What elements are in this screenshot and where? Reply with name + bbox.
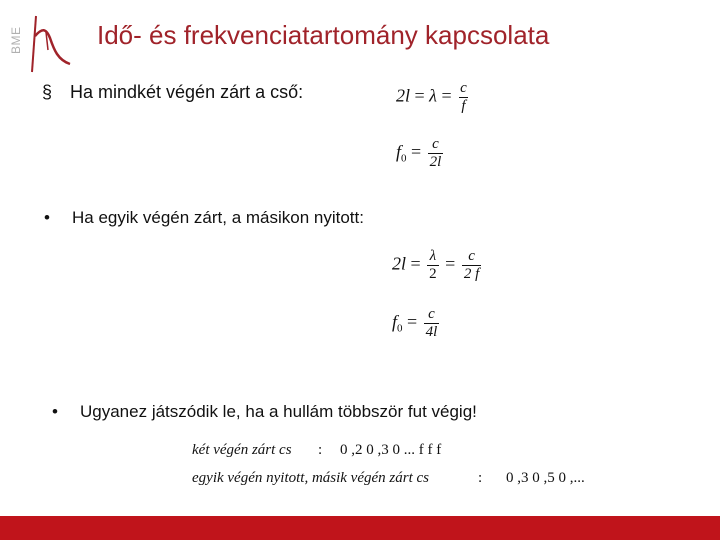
page-title: Idő- és frekvenciatartomány kapcsolata xyxy=(97,20,550,50)
bullet-text: Ugyanez játszódik le, ha a hullám többször fut végig! xyxy=(80,402,477,421)
bullet-text: Ha mindkét végén zárt a cső: xyxy=(70,82,304,102)
footer-bar xyxy=(0,516,720,540)
bullet-multiple-reflections xyxy=(52,402,477,422)
bullet-marker: § xyxy=(42,82,53,102)
bme-logo-icon xyxy=(8,10,78,76)
harmonics-closed-row xyxy=(192,442,622,462)
harmonics-closed-label: két végén zárt cs xyxy=(192,442,292,458)
harmonics-closed-sequence: 0 ,2 0 ,3 0 ... f f f xyxy=(340,442,442,458)
bullet-marker: • xyxy=(44,208,50,227)
bullet-open-pipe xyxy=(44,208,364,228)
harmonics-open-sequence: 0 ,3 0 ,5 0 ,... xyxy=(506,470,585,486)
formula-open-wavelength: 2l = $\frac{\lambda}{2}$ = $\frac{c}{2 f}$ xyxy=(392,248,480,282)
formula-open-frequency: $f_0$ = $\frac{c}{4l}$ xyxy=(392,306,438,340)
bullet-text: Ha egyik végén zárt, a másikon nyitott: xyxy=(72,208,364,227)
harmonics-open-colon: : xyxy=(478,470,483,486)
harmonics-open-label: egyik végén nyitott, másik végén zárt cs xyxy=(192,470,429,486)
formula-closed-wavelength: 2l = λ = $\frac{c}{f}$ xyxy=(396,80,467,114)
harmonics-closed-colon: : xyxy=(318,442,323,458)
harmonics-open-row xyxy=(192,470,622,490)
formula-closed-frequency: $f_0$ = $\frac{c}{2l}$ xyxy=(396,136,442,170)
bullet-closed-pipe xyxy=(42,82,303,103)
logo-text: BME xyxy=(9,26,23,54)
bullet-marker: • xyxy=(52,402,58,421)
